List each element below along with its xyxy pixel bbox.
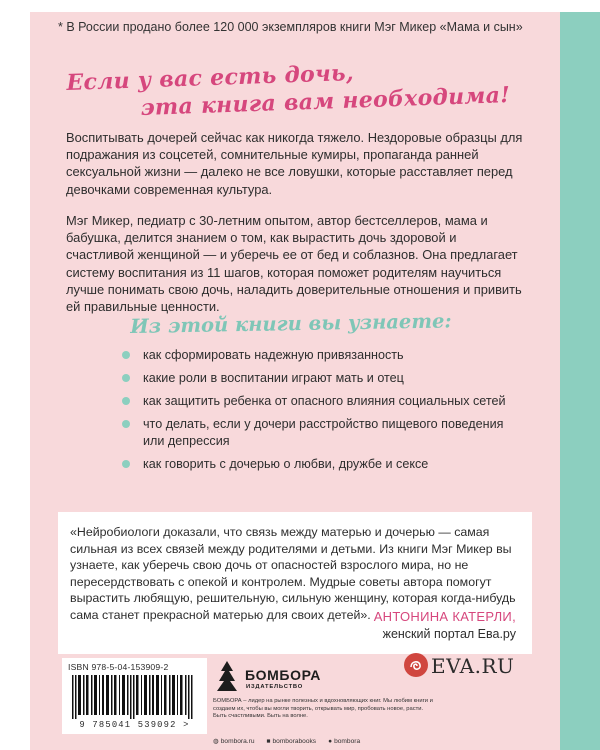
eva-logo-block	[403, 646, 515, 690]
publisher-socials	[213, 737, 443, 745]
eva-rose-icon	[403, 652, 429, 678]
list-item: что делать, если у дочери расстройство пищевого поведения или депрессия	[122, 416, 522, 449]
bombora-logo-icon	[213, 659, 241, 695]
publisher-description: БОМБОРА – лидер на рынке полезных и вдохновляющих книг. Мы любим книги и создаем их, чтобы вы могли творить, открывать мир, пробовать новое, расти. Быть счастливыми. Быть на волне.	[213, 698, 433, 719]
bullet-dot-icon	[122, 397, 130, 405]
learn-list	[122, 347, 522, 479]
headline-line-1: Если у вас есть дочь,	[66, 59, 355, 96]
list-item: как говорить с дочерью о любви, дружбе и сексе	[122, 456, 522, 473]
vk-icon: ■	[266, 737, 271, 745]
list-item: какие роли в воспитании играют мать и отец	[122, 370, 522, 387]
telegram-icon: ●	[328, 737, 333, 745]
publisher-name: БОМБОРА	[245, 667, 321, 683]
barcode-block	[62, 658, 207, 734]
isbn-text: ISBN 978-5-04-153909-2	[68, 662, 169, 672]
publisher-subtitle: ИЗДАТЕЛЬСТВО	[246, 684, 304, 690]
eva-logo-text: EVA.RU	[431, 654, 515, 678]
bullet-dot-icon	[122, 351, 130, 359]
barcode-icon	[72, 675, 197, 719]
social-vk[interactable]: ■ bomborabooks	[266, 737, 317, 745]
social-telegram[interactable]: ● bombora	[328, 737, 361, 745]
spine-strip	[560, 12, 600, 750]
globe-icon: ◍	[213, 738, 219, 745]
headline-line-2: эта книга вам необходима!	[140, 82, 511, 121]
sales-footnote: * В России продано более 120 000 экземпляров книги Мэг Микер «Мама и сын»	[58, 20, 523, 34]
list-item: как сформировать надежную привязанность	[122, 347, 522, 364]
bullet-dot-icon	[122, 374, 130, 382]
author-paragraph: Мэг Микер, педиатр с 30-летним опытом, автор бестселлеров, мама и бабушка, делится знанием о том, как вырастить дочь здоровой и счастливой женщиной — и уберечь ее от бед и соблазнов. Она предлагает систему воспитания из 11 шагов, которая поможет родителям научиться лучше понимать свою дочь, наладить доверительные отношения и привить ей правильные ценности.	[66, 213, 522, 315]
quote-text: «Нейробиологи доказали, что связь между матерью и дочерью — самая сильная из всех связей между родителями и детьми. Из книги Мэг Микер вы узнаете, как уберечь свою дочь от опасностей взрослого мира, но не пересердствовать с опекой и контролем. Мудрые советы автора помогут вырастить любящую, решительную, сильную женщину, которая когда-нибудь сама станет прекрасной матерью для своих детей».	[70, 525, 516, 622]
quote-attribution	[374, 609, 516, 641]
bullet-dot-icon	[122, 460, 130, 468]
learn-heading: Из этой книги вы узнаете:	[130, 309, 452, 338]
bullet-dot-icon	[122, 420, 130, 428]
ean-digits: 9 785041 539092 >	[79, 720, 190, 730]
review-quote	[58, 512, 532, 654]
social-site[interactable]: ◍ bombora.ru	[213, 737, 255, 745]
quote-author: АНТОНИНА КАТЕРЛИ,	[373, 609, 516, 624]
list-item: как защитить ребенка от опасного влияния социальных сетей	[122, 393, 522, 410]
intro-paragraph: Воспитывать дочерей сейчас как никогда тяжело. Нездоровые образцы для подражания из соцсетей, сомнительные кумиры, пропаганда ранней сексуальной жизни — далеко не все ловушки, которые расставляет перед девочками современная культура.	[66, 130, 523, 197]
quote-source: женский портал Ева.ру	[382, 627, 516, 641]
